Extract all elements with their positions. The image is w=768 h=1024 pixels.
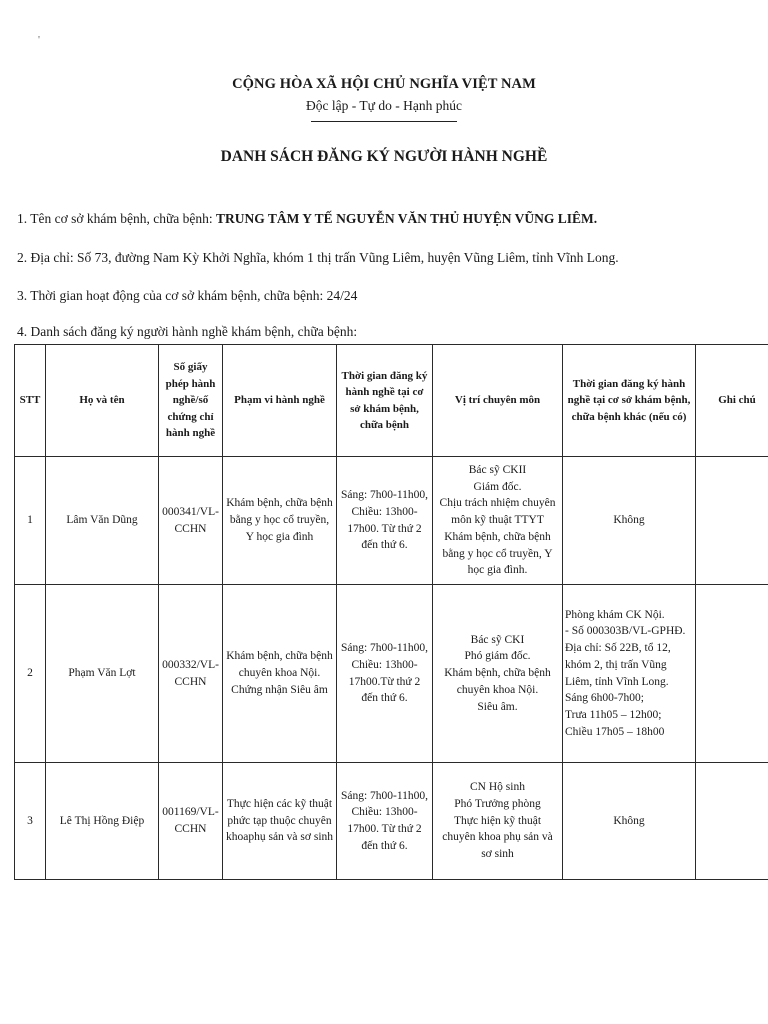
cell-time: Sáng: 7h00-11h00, Chiều: 13h00-17h00. Từ thứ 2 đến thứ 6. — [337, 457, 433, 585]
hours-line: 3. Thời gian hoạt động của cơ sở khám bệnh, chữa bệnh: 24/24 — [17, 288, 358, 303]
position-line: CN Hộ sinh — [470, 781, 525, 794]
national-title: CỘNG HÒA XÃ HỘI CHỦ NGHĨA VIỆT NAM — [232, 76, 536, 92]
cell-other-facility — [563, 457, 696, 585]
header-stt: STT — [15, 345, 46, 457]
header-license: Số giấy phép hành nghề/số chứng chỉ hành nghề — [159, 345, 223, 457]
cell-stt: 3 — [15, 763, 46, 880]
header-name: Họ và tên — [46, 345, 159, 457]
cell-name: Lê Thị Hồng Điệp — [46, 763, 159, 880]
document-title: DANH SÁCH ĐĂNG KÝ NGƯỜI HÀNH NGHỀ — [220, 148, 548, 165]
table-row — [15, 457, 768, 585]
position-line: Khám bệnh, chữa bệnh chuyên khoa Nội. — [444, 667, 551, 696]
cell-time: Sáng: 7h00-11h00, Chiều: 13h00-17h00.Từ thứ 2 đến thứ 6. — [337, 585, 433, 763]
cell-note — [696, 457, 768, 585]
cell-note — [696, 763, 768, 880]
position-line: Phó Trưởng phòng — [454, 797, 541, 810]
scan-mark: ' — [38, 34, 40, 46]
cell-note — [696, 585, 768, 763]
header-other-facility: Thời gian đăng ký hành nghề tại cơ sở khám bệnh, chữa bệnh khác (nếu có) — [563, 345, 696, 457]
cell-position — [433, 585, 563, 763]
facility-label: 1. Tên cơ sở khám bệnh, chữa bệnh: — [17, 211, 217, 226]
table-header-row — [15, 345, 768, 457]
other-line: Trưa 11h05 – 12h00; — [565, 708, 662, 721]
national-motto: Độc lập - Tự do - Hạnh phúc — [306, 98, 462, 113]
cell-other-facility — [563, 585, 696, 763]
other-line: Sáng 6h00-7h00; — [565, 692, 644, 705]
position-line: Thực hiện kỹ thuật chuyên khoa phụ sản và sơ sinh — [442, 814, 553, 860]
list-intro-line: 4. Danh sách đăng ký người hành nghề khám bệnh, chữa bệnh: — [17, 324, 358, 339]
header-time: Thời gian đăng ký hành nghề tại cơ sở khám bệnh, chữa bệnh — [337, 345, 433, 457]
other-line: Chiều 17h05 – 18h00 — [565, 725, 665, 738]
facility-name: TRUNG TÂM Y TẾ NGUYỄN VĂN THỦ HUYỆN VŨNG LIÊM. — [216, 211, 598, 226]
position-line: Khám bệnh, chữa bệnh bằng y học cổ truyền, Y học gia đình. — [442, 530, 553, 577]
cell-position — [433, 457, 563, 585]
cell-stt: 1 — [15, 457, 46, 585]
cell-license: 001169/VL-CCHN — [159, 763, 223, 880]
cell-scope: Thực hiện các kỹ thuật phức tạp thuộc chuyên khoaphụ sản và sơ sinh — [223, 763, 337, 880]
position-line: Chịu trách nhiệm chuyên môn kỹ thuật TTYT — [439, 497, 556, 527]
other-line: Địa chỉ: Số 22B, tổ 12, khóm 2, thị trấn Vũng Liêm, tỉnh Vĩnh Long. — [565, 642, 671, 688]
other-line: - Số 000303B/VL-GPHĐ. — [565, 625, 686, 638]
table-row — [15, 585, 768, 763]
position-line: Phó giám đốc. — [464, 650, 531, 663]
cell-name: Phạm Văn Lợt — [46, 585, 159, 763]
header-note: Ghi chú — [696, 345, 768, 457]
header-position: Vị trí chuyên môn — [433, 345, 563, 457]
practitioner-table — [14, 344, 768, 880]
cell-scope: Khám bệnh, chữa bệnh bằng y học cổ truyền, Y học gia đình — [223, 457, 337, 585]
cell-license: 000332/VL-CCHN — [159, 585, 223, 763]
cell-position — [433, 763, 563, 880]
cell-stt: 2 — [15, 585, 46, 763]
cell-scope: Khám bệnh, chữa bệnh chuyên khoa Nội. Chứng nhận Siêu âm — [223, 585, 337, 763]
other-line: Phòng khám CK Nội. — [565, 608, 665, 621]
other-line: Không — [613, 814, 645, 827]
address-line: 2. Địa chỉ: Số 73, đường Nam Kỳ Khởi Nghĩa, khóm 1 thị trấn Vũng Liêm, huyện Vũng Liêm, tỉnh Vĩnh Long. — [17, 250, 619, 265]
position-line: Siêu âm. — [477, 700, 518, 713]
facility-line — [17, 211, 597, 227]
cell-other-facility — [563, 763, 696, 880]
motto-underline — [311, 121, 457, 122]
header-scope: Phạm vi hành nghề — [223, 345, 337, 457]
position-line: Bác sỹ CKI — [470, 633, 525, 646]
cell-time: Sáng: 7h00-11h00, Chiều: 13h00-17h00. Từ thứ 2 đến thứ 6. — [337, 763, 433, 880]
position-line: Bác sỹ CKII — [468, 464, 527, 477]
cell-name: Lâm Văn Dũng — [46, 457, 159, 585]
cell-license: 000341/VL-CCHN — [159, 457, 223, 585]
position-line: Giám đốc. — [473, 480, 522, 493]
other-line: Không — [613, 514, 645, 527]
table-row — [15, 763, 768, 880]
